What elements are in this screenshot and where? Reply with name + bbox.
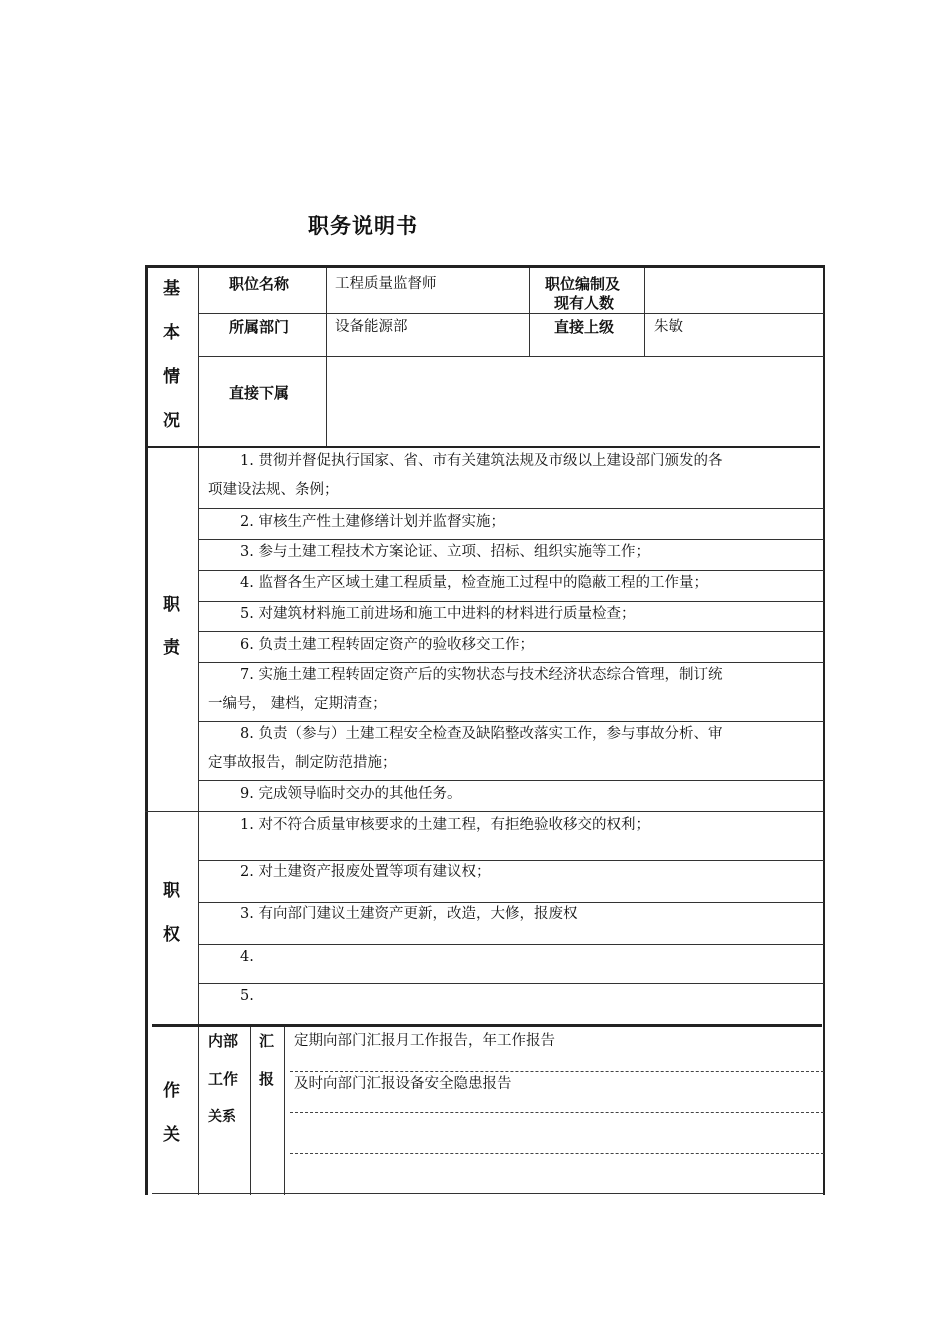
authority-item: 2. 对土建资产报废处置等项有建议权； — [240, 864, 491, 880]
authority-item: 1. 对不符合质量审核要求的土建工程，有拒绝验收移交的权利； — [240, 817, 650, 833]
section-label-char: 关 — [163, 1125, 180, 1145]
superior-value: 朱敏 — [654, 319, 683, 335]
relations-divider-1 — [250, 1026, 251, 1195]
relation-item: 及时向部门汇报设备安全隐患报告 — [294, 1076, 512, 1092]
row-line — [198, 902, 824, 903]
basic-value2-divider — [644, 268, 645, 356]
duty-item: 5. 对建筑材料施工前进场和施工中进料的材料进行质量检查； — [240, 606, 636, 622]
table-left-border — [145, 265, 148, 1195]
row-line — [198, 539, 824, 540]
section-label-char: 权 — [163, 925, 180, 945]
duty-item-cont: 一编号， 建档，定期清查； — [208, 696, 387, 712]
row-line — [198, 570, 824, 571]
duty-item: 6. 负责土建工程转固定资产的验收移交工作； — [240, 637, 534, 653]
duty-item: 1. 贯彻并督促执行国家、省、市有关建筑法规及市级以上建设部门颁发的各 — [240, 453, 723, 469]
section-label-char: 基 — [163, 279, 180, 299]
table-bottom-line — [152, 1193, 824, 1194]
duty-item: 4. 监督各生产区域土建工程质量，检查施工过程中的隐蔽工程的工作量； — [240, 575, 708, 591]
row-line — [198, 631, 824, 632]
dashed-line — [290, 1112, 824, 1113]
row-line — [198, 721, 824, 722]
row-line — [198, 780, 824, 781]
duty-item: 9. 完成领导临时交办的其他任务。 — [240, 786, 462, 802]
row-line — [198, 662, 824, 663]
dashed-line — [290, 1071, 824, 1072]
label-column-divider — [198, 268, 199, 1195]
section-line — [152, 1024, 822, 1027]
authority-item: 3. 有向部门建议土建资产更新，改造，大修，报废权 — [240, 906, 578, 922]
row-line — [198, 313, 824, 314]
internal-relations-label: 内部 — [208, 1032, 239, 1050]
basic-label2-divider — [529, 268, 530, 356]
relations-divider-2 — [284, 1026, 285, 1195]
duty-item: 2. 审核生产性土建修缮计划并监督实施； — [240, 514, 505, 530]
page-title: 职务说明书 — [308, 214, 418, 238]
duty-item: 7. 实施土建工程转固定资产后的实物状态与技术经济状态综合管理，制订统 — [240, 667, 723, 683]
report-label: 汇 — [259, 1032, 275, 1050]
section-label-char: 本 — [163, 323, 180, 343]
duty-item-cont: 定事故报告，制定防范措施； — [208, 755, 397, 771]
basic-value-divider — [326, 268, 327, 446]
row-line — [198, 356, 824, 357]
row-line — [198, 601, 824, 602]
report-label: 报 — [259, 1070, 275, 1088]
duty-item: 3. 参与土建工程技术方案论证、立项、招标、组织实施等工作； — [240, 544, 650, 560]
row-line — [198, 860, 824, 861]
table-top-border — [145, 265, 825, 268]
table-right-border — [823, 265, 825, 1195]
section-label-char: 职 — [163, 595, 180, 615]
headcount-label-line2: 现有人数 — [554, 294, 615, 312]
row-line — [198, 983, 824, 984]
internal-relations-label: 关系 — [208, 1109, 236, 1125]
position-name-label: 职位名称 — [229, 275, 290, 293]
subordinate-label: 直接下属 — [229, 384, 290, 402]
authority-item: 5. — [240, 988, 254, 1004]
dashed-line — [290, 1153, 824, 1154]
duty-item-cont: 项建设法规、条例； — [208, 482, 339, 498]
department-value: 设备能源部 — [335, 319, 408, 335]
section-line — [145, 446, 820, 448]
section-label-char: 职 — [163, 881, 180, 901]
section-label-char: 况 — [163, 411, 180, 431]
department-label: 所属部门 — [229, 318, 290, 336]
superior-label: 直接上级 — [554, 318, 615, 336]
section-label-char: 作 — [163, 1081, 180, 1101]
section-line — [145, 811, 824, 812]
authority-item: 4. — [240, 949, 254, 965]
position-name-value: 工程质量监督师 — [335, 276, 437, 292]
headcount-label: 职位编制及 — [545, 275, 621, 293]
row-line — [198, 944, 824, 945]
relation-item: 定期向部门汇报月工作报告，年工作报告 — [294, 1033, 555, 1049]
internal-relations-label: 工作 — [208, 1070, 239, 1088]
section-label-char: 责 — [163, 638, 180, 658]
section-label-char: 情 — [163, 367, 180, 387]
row-line — [198, 508, 824, 509]
duty-item: 8. 负责（参与）土建工程安全检查及缺陷整改落实工作，参与事故分析、审 — [240, 726, 723, 742]
